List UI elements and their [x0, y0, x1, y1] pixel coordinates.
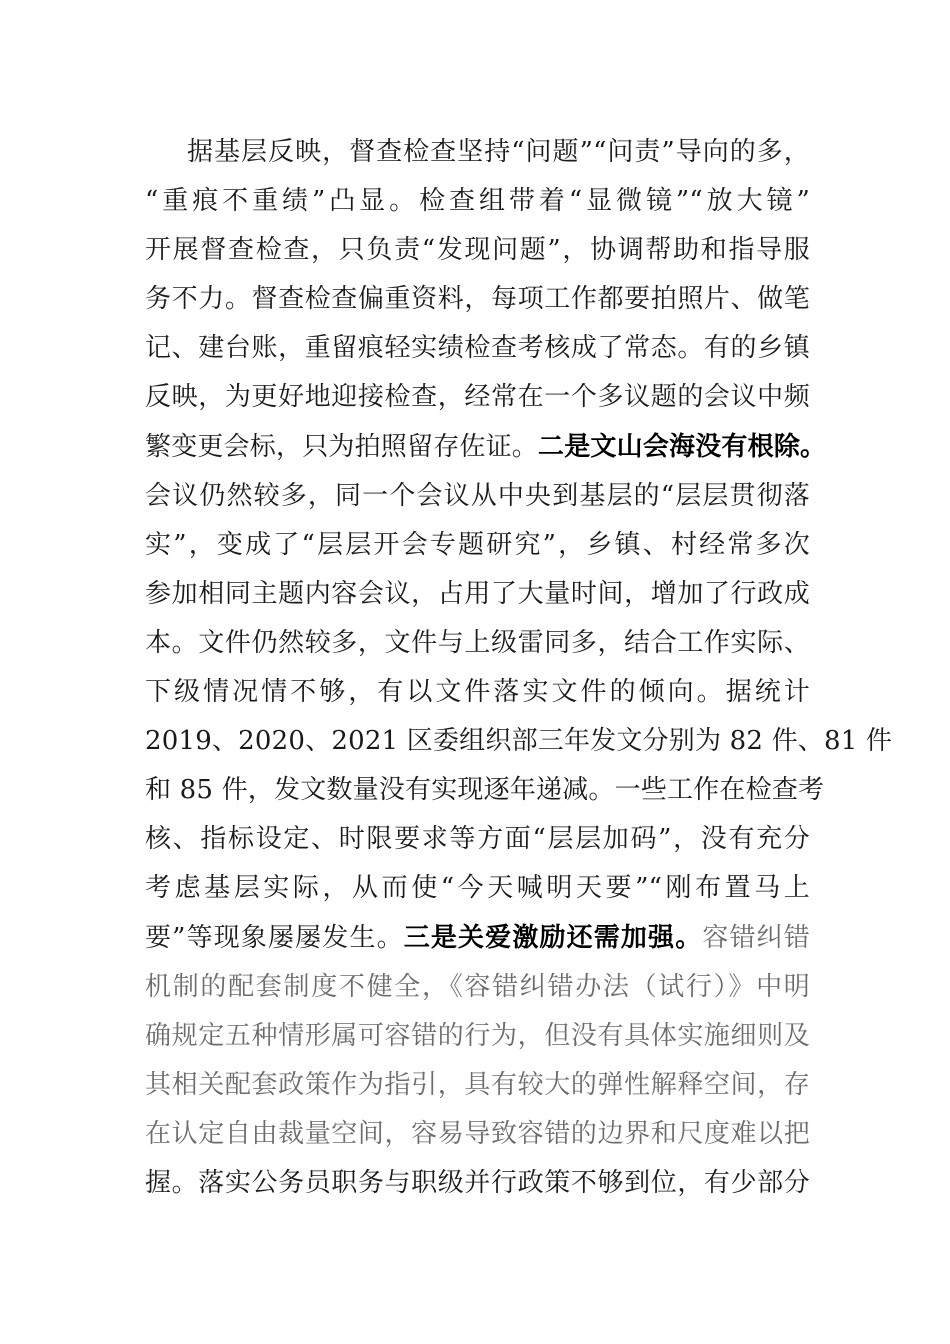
text-line — [145, 472, 810, 521]
text-line — [145, 226, 810, 275]
body-text-segment: 容错纠错 — [702, 922, 810, 953]
text-line — [145, 275, 810, 324]
body-text-segment: 2019、2020、2021 区委组织部三年发文分别为 82 件、81 件 — [145, 726, 893, 757]
body-text-segment: 握。落实公务员职务与职级并行政策不够到位，有少部分 — [145, 1167, 810, 1198]
body-text-segment: 记、建台账，重留痕轻实绩检查考核成了常态。有的乡镇 — [145, 333, 810, 364]
text-line — [145, 963, 810, 1012]
body-text-segment: 在认定自由裁量空间，容易导致容错的边界和尺度难以把 — [145, 1118, 810, 1149]
body-text-segment: 和 85 件，发文数量没有实现逐年递减。一些工作在检查考 — [145, 775, 825, 806]
text-line — [145, 1012, 810, 1061]
body-text-segment: 要”等现象屡屡发生。 — [145, 922, 404, 953]
body-text-segment: 开展督查检查，只负责“发现问题”，协调帮助和指导服 — [145, 235, 810, 266]
text-line — [145, 423, 827, 472]
text-line — [145, 864, 810, 913]
body-text-segment: 下级情况情不够，有以文件落实文件的倾向。据统计 — [145, 677, 810, 708]
body-text-segment: 核、指标设定、时限要求等方面“层层加码”，没有充分 — [145, 824, 810, 855]
body-text-segment: 参加相同主题内容会议，占用了大量时间，增加了行政成 — [145, 578, 810, 609]
text-line — [145, 668, 810, 717]
text-line — [145, 570, 810, 619]
body-text-segment: “重痕不重绩”凸显。检查组带着“显微镜”“放大镜” — [145, 186, 810, 217]
body-text-segment: 务不力。督查检查偏重资料，每项工作都要拍照片、做笔 — [145, 284, 810, 315]
body-text-segment: 反映，为更好地迎接检查，经常在一个多议题的会议中频 — [145, 382, 810, 413]
text-line — [145, 324, 810, 373]
bold-heading-text: 二是文山会海没有根除。 — [538, 431, 827, 462]
body-text-segment: 考虑基层实际，从而使“今天喊明天要”“刚布置马上 — [145, 873, 810, 904]
body-text-segment: 机制的配套制度不健全，《容错纠错办法（试行）》中明 — [145, 971, 810, 1002]
body-text-segment: 本。文件仍然较多，文件与上级雷同多，结合工作实际、 — [145, 627, 810, 658]
text-line — [145, 373, 810, 422]
text-line — [145, 521, 810, 570]
text-line — [145, 1061, 810, 1110]
text-line — [145, 1110, 810, 1159]
bold-heading-text: 三是关爱激励还需加强。 — [403, 922, 703, 953]
text-line — [145, 177, 810, 226]
body-text-segment: 确规定五种情形属可容错的行为，但没有具体实施细则及 — [145, 1020, 810, 1051]
body-text-segment: 实”，变成了“层层开会专题研究”，乡镇、村经常多次 — [145, 529, 810, 560]
text-line — [145, 766, 825, 815]
body-text-segment: 繁变更会标，只为拍照留存佐证。 — [145, 431, 539, 462]
body-text-segment: 其相关配套政策作为指引，具有较大的弹性解释空间，存 — [145, 1069, 810, 1100]
text-line — [145, 815, 810, 864]
body-text-segment: 据基层反映，督查检查坚持“问题”“问责”导向的多， — [187, 137, 810, 167]
document-body — [145, 128, 893, 1208]
text-line — [145, 619, 810, 668]
text-line — [145, 128, 810, 177]
text-line — [145, 914, 810, 963]
text-line — [145, 1159, 810, 1208]
body-text-segment: 会议仍然较多，同一个会议从中央到基层的“层层贯彻落 — [145, 480, 810, 511]
text-line — [145, 717, 893, 766]
